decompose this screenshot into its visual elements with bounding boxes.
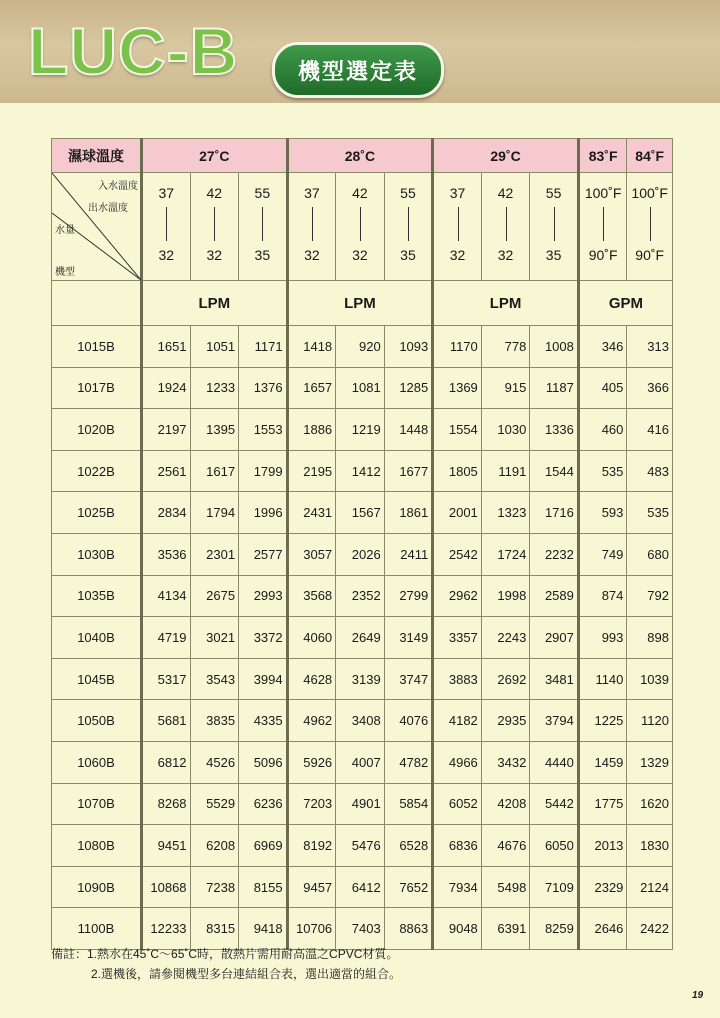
value-cell: 1369 — [433, 367, 482, 409]
value-cell: 8259 — [530, 908, 579, 950]
value-cell: 5681 — [142, 700, 191, 742]
value-cell: 1336 — [530, 409, 579, 451]
value-cell: 792 — [627, 575, 673, 617]
value-cell: 3357 — [433, 617, 482, 659]
header-banner — [0, 0, 720, 103]
value-cell: 4676 — [481, 825, 530, 867]
value-cell: 6208 — [190, 825, 239, 867]
value-cell: 2422 — [627, 908, 673, 950]
value-cell: 2026 — [336, 533, 385, 575]
value-cell: 1996 — [239, 492, 288, 534]
model-cell: 1080B — [52, 825, 142, 867]
table-row — [52, 617, 673, 659]
value-cell: 2646 — [578, 908, 627, 950]
value-cell: 4007 — [336, 741, 385, 783]
value-cell: 1861 — [384, 492, 433, 534]
value-cell: 2675 — [190, 575, 239, 617]
value-cell: 3408 — [336, 700, 385, 742]
unit-label: GPM — [578, 281, 672, 326]
value-cell: 680 — [627, 533, 673, 575]
value-cell: 2935 — [481, 700, 530, 742]
value-cell: 2589 — [530, 575, 579, 617]
value-cell: 2577 — [239, 533, 288, 575]
temp-cell: 42 32 — [336, 173, 385, 281]
model-cell: 1017B — [52, 367, 142, 409]
value-cell: 2411 — [384, 533, 433, 575]
value-cell: 3747 — [384, 658, 433, 700]
title-badge: 機型選定表 — [272, 42, 444, 98]
value-cell: 2692 — [481, 658, 530, 700]
model-label: 機型 — [55, 267, 75, 278]
value-cell: 2561 — [142, 450, 191, 492]
value-cell: 2962 — [433, 575, 482, 617]
value-cell: 4134 — [142, 575, 191, 617]
value-cell: 2993 — [239, 575, 288, 617]
value-cell: 366 — [627, 367, 673, 409]
value-cell: 8863 — [384, 908, 433, 950]
value-cell: 6836 — [433, 825, 482, 867]
value-cell: 1448 — [384, 409, 433, 451]
temp-cell-f: 100˚F 90˚F — [627, 173, 673, 281]
value-cell: 593 — [578, 492, 627, 534]
wet-bulb-group: 28˚C — [287, 139, 433, 173]
value-cell: 6812 — [142, 741, 191, 783]
value-cell: 3568 — [287, 575, 336, 617]
model-cell: 1050B — [52, 700, 142, 742]
value-cell: 1187 — [530, 367, 579, 409]
value-cell: 3835 — [190, 700, 239, 742]
value-cell: 405 — [578, 367, 627, 409]
value-cell: 1081 — [336, 367, 385, 409]
value-cell: 1395 — [190, 409, 239, 451]
value-cell: 1554 — [433, 409, 482, 451]
value-cell: 4628 — [287, 658, 336, 700]
outlet-label: 出水溫度 — [88, 203, 128, 214]
value-cell: 778 — [481, 326, 530, 368]
value-cell: 8155 — [239, 866, 288, 908]
temp-cell: 37 32 — [142, 173, 191, 281]
table-row — [52, 741, 673, 783]
value-cell: 6391 — [481, 908, 530, 950]
value-cell: 6528 — [384, 825, 433, 867]
value-cell: 3021 — [190, 617, 239, 659]
value-cell: 1039 — [627, 658, 673, 700]
model-cell: 1070B — [52, 783, 142, 825]
temp-cell: 37 32 — [287, 173, 336, 281]
model-cell: 1020B — [52, 409, 142, 451]
value-cell: 1886 — [287, 409, 336, 451]
value-cell: 1170 — [433, 326, 482, 368]
value-cell: 9457 — [287, 866, 336, 908]
value-cell: 2013 — [578, 825, 627, 867]
wet-bulb-f: 83˚F — [578, 139, 627, 173]
value-cell: 993 — [578, 617, 627, 659]
value-cell: 4208 — [481, 783, 530, 825]
value-cell: 6236 — [239, 783, 288, 825]
value-cell: 8268 — [142, 783, 191, 825]
value-cell: 1794 — [190, 492, 239, 534]
temp-cell-f: 100˚F 90˚F — [578, 173, 627, 281]
table-row — [52, 492, 673, 534]
value-cell: 4335 — [239, 700, 288, 742]
value-cell: 6050 — [530, 825, 579, 867]
value-cell: 2329 — [578, 866, 627, 908]
notes — [51, 944, 401, 984]
value-cell: 7109 — [530, 866, 579, 908]
value-cell: 12233 — [142, 908, 191, 950]
value-cell: 1924 — [142, 367, 191, 409]
value-cell: 8315 — [190, 908, 239, 950]
value-cell: 1418 — [287, 326, 336, 368]
value-cell: 1553 — [239, 409, 288, 451]
table-row — [52, 533, 673, 575]
value-cell: 1998 — [481, 575, 530, 617]
value-cell: 5476 — [336, 825, 385, 867]
value-cell: 7238 — [190, 866, 239, 908]
table-row — [52, 866, 673, 908]
value-cell: 1657 — [287, 367, 336, 409]
value-cell: 4526 — [190, 741, 239, 783]
inlet-label: 入水溫度 — [98, 181, 138, 192]
value-cell: 3432 — [481, 741, 530, 783]
value-cell: 2799 — [384, 575, 433, 617]
value-cell: 5442 — [530, 783, 579, 825]
value-cell: 3057 — [287, 533, 336, 575]
unit-label: LPM — [433, 281, 579, 326]
value-cell: 1412 — [336, 450, 385, 492]
value-cell: 3536 — [142, 533, 191, 575]
value-cell: 6412 — [336, 866, 385, 908]
value-cell: 2301 — [190, 533, 239, 575]
value-cell: 1459 — [578, 741, 627, 783]
value-cell: 4966 — [433, 741, 482, 783]
value-cell: 7934 — [433, 866, 482, 908]
value-cell: 4182 — [433, 700, 482, 742]
corner-title: 濕球溫度 — [52, 139, 142, 173]
model-cell: 1015B — [52, 326, 142, 368]
table-row — [52, 825, 673, 867]
value-cell: 3139 — [336, 658, 385, 700]
value-cell: 2649 — [336, 617, 385, 659]
value-cell: 9451 — [142, 825, 191, 867]
value-cell: 4060 — [287, 617, 336, 659]
value-cell: 1830 — [627, 825, 673, 867]
value-cell: 1171 — [239, 326, 288, 368]
model-cell: 1100B — [52, 908, 142, 950]
value-cell: 313 — [627, 326, 673, 368]
temp-cell: 37 32 — [433, 173, 482, 281]
value-cell: 1620 — [627, 783, 673, 825]
value-cell: 6052 — [433, 783, 482, 825]
value-cell: 1008 — [530, 326, 579, 368]
model-cell: 1030B — [52, 533, 142, 575]
value-cell: 2001 — [433, 492, 482, 534]
value-cell: 3481 — [530, 658, 579, 700]
unit-spacer — [52, 281, 142, 326]
value-cell: 416 — [627, 409, 673, 451]
value-cell: 1285 — [384, 367, 433, 409]
value-cell: 5926 — [287, 741, 336, 783]
value-cell: 749 — [578, 533, 627, 575]
value-cell: 3543 — [190, 658, 239, 700]
value-cell: 1030 — [481, 409, 530, 451]
flow-label: 水量 — [55, 225, 75, 236]
model-cell: 1025B — [52, 492, 142, 534]
table-row — [52, 658, 673, 700]
value-cell: 1724 — [481, 533, 530, 575]
model-cell: 1045B — [52, 658, 142, 700]
temp-cell: 55 35 — [530, 173, 579, 281]
value-cell: 2243 — [481, 617, 530, 659]
value-cell: 2907 — [530, 617, 579, 659]
value-cell: 1323 — [481, 492, 530, 534]
wet-bulb-group: 29˚C — [433, 139, 579, 173]
value-cell: 535 — [578, 450, 627, 492]
unit-label: LPM — [287, 281, 433, 326]
value-cell: 2542 — [433, 533, 482, 575]
value-cell: 898 — [627, 617, 673, 659]
value-cell: 3372 — [239, 617, 288, 659]
selection-table — [51, 138, 673, 950]
temp-cell: 42 32 — [481, 173, 530, 281]
value-cell: 2197 — [142, 409, 191, 451]
unit-label: LPM — [142, 281, 288, 326]
value-cell: 2431 — [287, 492, 336, 534]
value-cell: 460 — [578, 409, 627, 451]
table-row — [52, 700, 673, 742]
value-cell: 1140 — [578, 658, 627, 700]
value-cell: 3149 — [384, 617, 433, 659]
value-cell: 5854 — [384, 783, 433, 825]
table-row — [52, 575, 673, 617]
value-cell: 5498 — [481, 866, 530, 908]
value-cell: 7652 — [384, 866, 433, 908]
value-cell: 483 — [627, 450, 673, 492]
value-cell: 2195 — [287, 450, 336, 492]
table-row — [52, 326, 673, 368]
value-cell: 1805 — [433, 450, 482, 492]
value-cell: 874 — [578, 575, 627, 617]
value-cell: 915 — [481, 367, 530, 409]
model-cell: 1022B — [52, 450, 142, 492]
value-cell: 4440 — [530, 741, 579, 783]
brand-logo: LUC-B — [28, 14, 239, 88]
value-cell: 2352 — [336, 575, 385, 617]
temp-cell: 55 35 — [384, 173, 433, 281]
data-rows — [52, 326, 673, 950]
wet-bulb-header-row — [52, 139, 673, 173]
table-row — [52, 783, 673, 825]
value-cell: 1376 — [239, 367, 288, 409]
table-row — [52, 367, 673, 409]
value-cell: 1617 — [190, 450, 239, 492]
value-cell: 1219 — [336, 409, 385, 451]
value-cell: 4901 — [336, 783, 385, 825]
value-cell: 7203 — [287, 783, 336, 825]
value-cell: 2232 — [530, 533, 579, 575]
value-cell: 1567 — [336, 492, 385, 534]
wet-bulb-group: 27˚C — [142, 139, 288, 173]
value-cell: 4076 — [384, 700, 433, 742]
value-cell: 1051 — [190, 326, 239, 368]
table-row — [52, 409, 673, 451]
value-cell: 1329 — [627, 741, 673, 783]
temp-cell: 42 32 — [190, 173, 239, 281]
value-cell: 1716 — [530, 492, 579, 534]
note-line-1: 備註：1.熱水在45˚C～65˚C時，散熱片需用耐高溫之CPVC材質。 — [51, 947, 399, 961]
temp-cell: 55 35 — [239, 173, 288, 281]
value-cell: 4782 — [384, 741, 433, 783]
value-cell: 3883 — [433, 658, 482, 700]
value-cell: 4962 — [287, 700, 336, 742]
value-cell: 535 — [627, 492, 673, 534]
value-cell: 346 — [578, 326, 627, 368]
value-cell: 1544 — [530, 450, 579, 492]
value-cell: 1225 — [578, 700, 627, 742]
value-cell: 1093 — [384, 326, 433, 368]
value-cell: 10868 — [142, 866, 191, 908]
note-line-2: 2.選機後，請參閱機型多台連結組合表，選出適當的組合。 — [91, 967, 402, 981]
value-cell: 1651 — [142, 326, 191, 368]
value-cell: 1233 — [190, 367, 239, 409]
value-cell: 1799 — [239, 450, 288, 492]
value-cell: 7403 — [336, 908, 385, 950]
temperature-row — [52, 173, 673, 281]
value-cell: 1775 — [578, 783, 627, 825]
value-cell: 2834 — [142, 492, 191, 534]
value-cell: 1120 — [627, 700, 673, 742]
value-cell: 9418 — [239, 908, 288, 950]
value-cell: 5317 — [142, 658, 191, 700]
page-number: 19 — [692, 990, 704, 1001]
unit-row — [52, 281, 673, 326]
value-cell: 3794 — [530, 700, 579, 742]
value-cell: 10706 — [287, 908, 336, 950]
value-cell: 4719 — [142, 617, 191, 659]
value-cell: 920 — [336, 326, 385, 368]
table-row — [52, 450, 673, 492]
model-cell: 1090B — [52, 866, 142, 908]
model-cell: 1035B — [52, 575, 142, 617]
value-cell: 3994 — [239, 658, 288, 700]
diagonal-header — [52, 173, 142, 281]
value-cell: 6969 — [239, 825, 288, 867]
model-cell: 1040B — [52, 617, 142, 659]
wet-bulb-f: 84˚F — [627, 139, 673, 173]
model-cell: 1060B — [52, 741, 142, 783]
value-cell: 5096 — [239, 741, 288, 783]
value-cell: 5529 — [190, 783, 239, 825]
value-cell: 9048 — [433, 908, 482, 950]
value-cell: 8192 — [287, 825, 336, 867]
value-cell: 1677 — [384, 450, 433, 492]
value-cell: 2124 — [627, 866, 673, 908]
value-cell: 1191 — [481, 450, 530, 492]
